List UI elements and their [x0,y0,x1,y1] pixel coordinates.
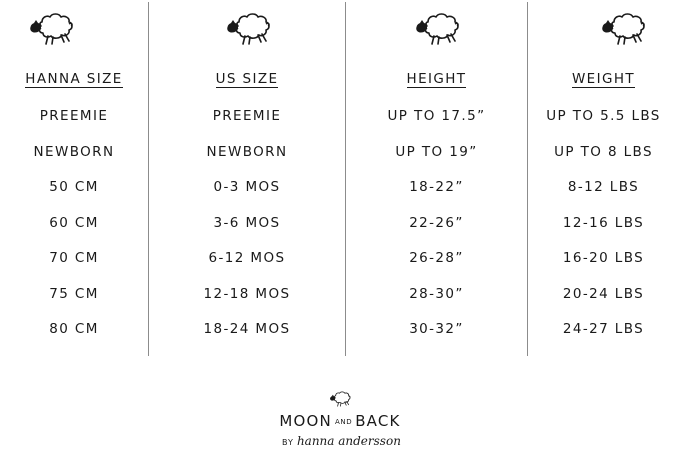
size-cell: 3-6 MOS [213,215,281,231]
size-cell: 24-27 LBS [562,321,645,337]
size-cell: 26-28” [409,250,464,266]
column-hanna-size [0,0,148,360]
size-cell: 20-24 LBS [562,286,645,302]
logo-by: BY [282,438,294,447]
size-cell: 8-12 LBS [567,179,640,195]
sheep-icon [600,11,646,47]
column-height [346,0,527,360]
logo-and: AND [334,417,353,426]
size-cell: 12-16 LBS [562,215,645,231]
column-us-size [149,0,345,360]
brand-logo [260,388,420,458]
logo-back: BACK [355,412,401,430]
size-cell: 18-22” [409,179,464,195]
sheep-icon [28,11,74,47]
size-cell: UP TO 17.5” [387,108,486,124]
size-cell: 80 CM [49,321,99,337]
size-cell: PREEMIE [212,108,282,124]
logo-brand-script: hanna andersson [296,434,401,448]
size-cell: UP TO 5.5 LBS [546,108,661,124]
size-cell: 28-30” [409,286,464,302]
size-cell: NEWBORN [33,144,115,160]
column-header: HEIGHT [406,71,467,87]
size-cell: 30-32” [409,321,464,337]
size-cell: 70 CM [49,250,99,266]
size-cell: 0-3 MOS [213,179,281,195]
column-header: US SIZE [215,71,279,87]
sheep-icon [225,11,271,47]
sheep-icon [329,390,351,408]
size-cell: 60 CM [49,215,99,231]
size-cell: 16-20 LBS [562,250,645,266]
column-header: HANNA SIZE [25,71,123,87]
size-cell: 12-18 MOS [203,286,291,302]
size-cell: PREEMIE [39,108,109,124]
size-cell: 18-24 MOS [203,321,291,337]
column-weight [528,0,679,360]
logo-byline [282,434,401,448]
size-cell: UP TO 8 LBS [554,144,653,160]
size-cell: NEWBORN [206,144,288,160]
logo-moon: MOON [279,412,332,430]
size-cell: 50 CM [49,179,99,195]
logo-wordmark [260,412,420,430]
size-cell: UP TO 19” [395,144,478,160]
sheep-icon [414,11,460,47]
size-cell: 6-12 MOS [208,250,286,266]
column-header: WEIGHT [571,71,636,87]
size-cell: 75 CM [49,286,99,302]
size-cell: 22-26” [409,215,464,231]
